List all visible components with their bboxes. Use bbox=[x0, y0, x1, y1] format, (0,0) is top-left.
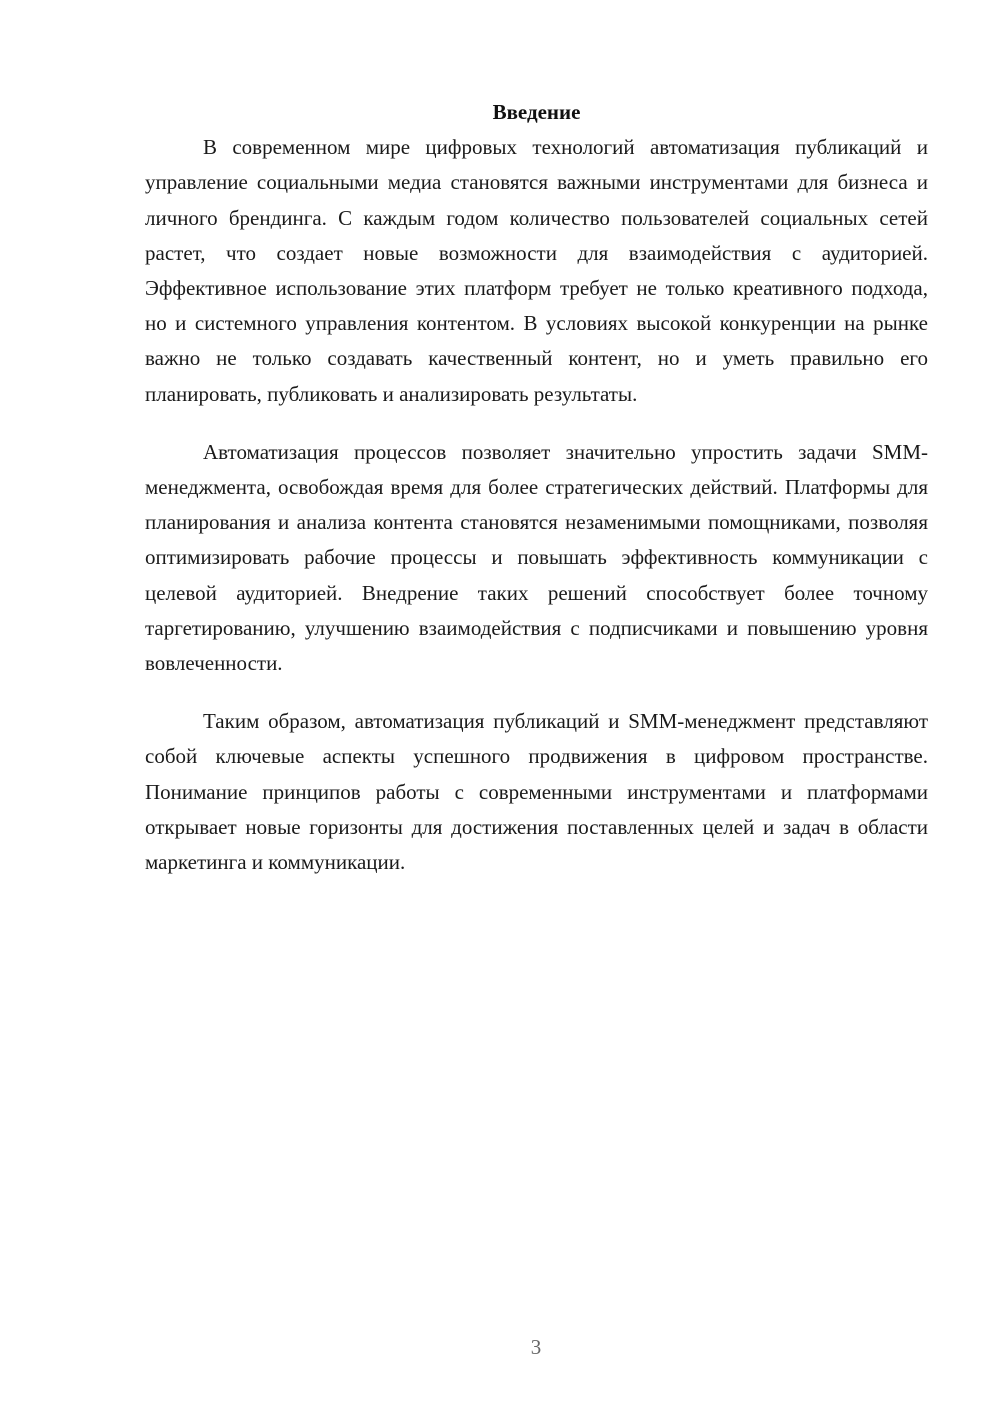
paragraph-conclusion: Таким образом, автоматизация публикаций и SMM-менеджмент представляют собой ключевые аспекты успешного продвижения в цифровом пространстве. Понимание принципов работы с современными инструментами и платформами открывает новые горизонты для достижения поставленных целей и задач в области маркетинга и коммуникации. bbox=[145, 709, 928, 875]
paragraph-intro: В современном мире цифровых технологий автоматизация публикаций и управление социальными медиа становятся важными инструментами для бизнеса и личного брендинга. С каждым годом количество пользователей социальных сетей растет, что создает новые возможности для взаимодействия с аудиторией. Эффективное использование этих платформ требует не только креативного подхода, но и системного управления контентом. В условиях высокой конкуренции на рынке важно не только создавать качественный контент, но и уметь правильно его планировать, публиковать и анализировать результаты. bbox=[145, 135, 928, 406]
page-content bbox=[145, 95, 928, 903]
section-title: Введение bbox=[492, 100, 581, 124]
paragraph-automation: Автоматизация процессов позволяет значительно упростить задачи SMM-менеджмента, освобождая время для более стратегических действий. Платформы для планирования и анализа контента становятся незаменимыми помощниками, позволяя оптимизировать рабочие процессы и повышать эффективность коммуникации с целевой аудиторией. Внедрение таких решений способствует более точному таргетированию, улучшению взаимодействия с подписчиками и повышению уровня вовлеченности. bbox=[145, 439, 928, 676]
page-number: 3 bbox=[530, 1335, 542, 1359]
